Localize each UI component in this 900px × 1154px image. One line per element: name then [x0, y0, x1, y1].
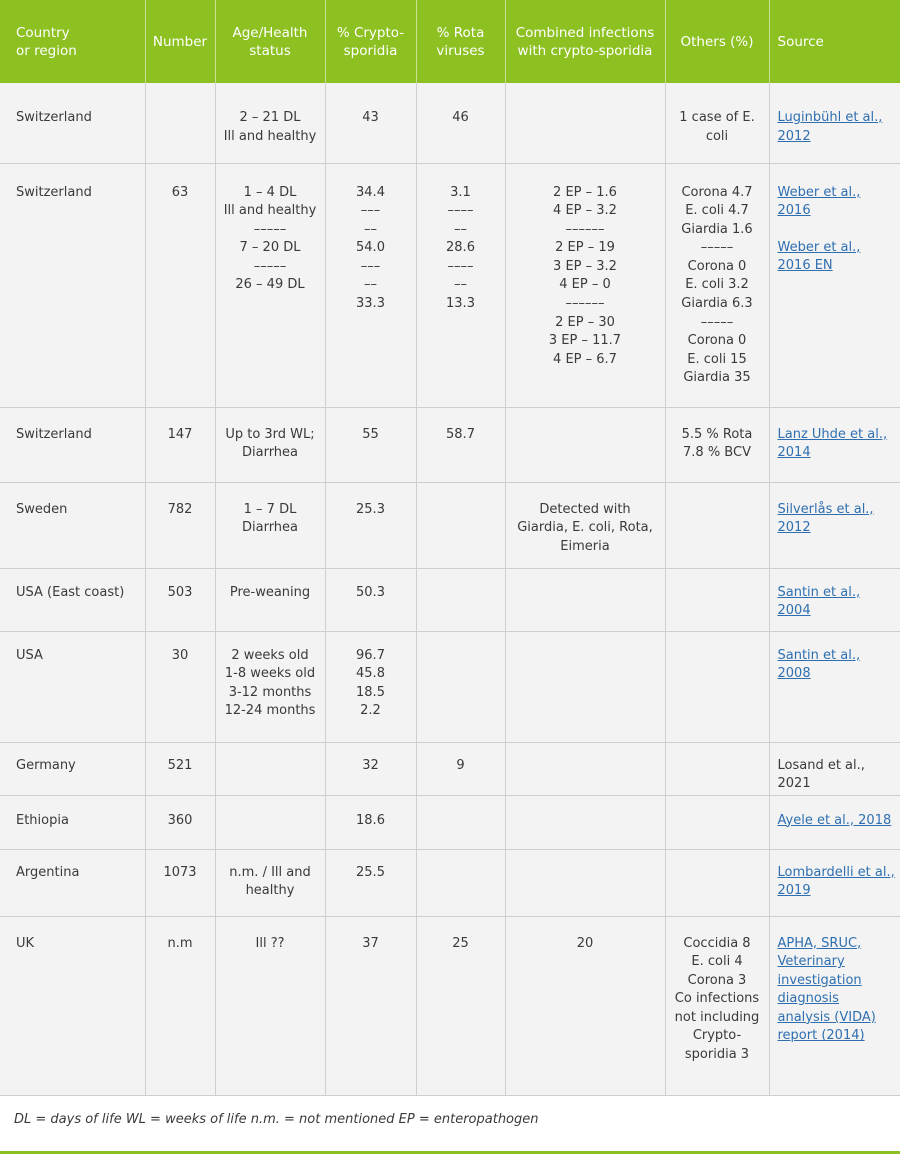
cell-country: Switzerland	[0, 407, 145, 482]
cell-country: Ethiopia	[0, 795, 145, 849]
cell-country: Argentina	[0, 849, 145, 916]
cell-country: UK	[0, 916, 145, 1095]
source-link[interactable]: Silverlås et al., 2012	[777, 501, 874, 536]
table-row	[0, 83, 900, 163]
cell-combined	[505, 795, 665, 849]
source-link[interactable]: Santin et al., 2004	[777, 584, 861, 619]
cell-others	[665, 568, 769, 631]
table-row	[0, 742, 900, 795]
table-row	[0, 631, 900, 742]
cell-others	[665, 795, 769, 849]
cell-country: USA	[0, 631, 145, 742]
cell-rota	[416, 849, 505, 916]
table-row	[0, 849, 900, 916]
cell-crypto: 55	[325, 407, 416, 482]
cell-combined	[505, 849, 665, 916]
cell-others	[665, 849, 769, 916]
cell-crypto: 25.3	[325, 482, 416, 568]
header-country: Country or region	[0, 0, 145, 83]
table-row	[0, 568, 900, 631]
source-link[interactable]: Santin et al., 2008	[777, 647, 861, 682]
table-row	[0, 407, 900, 482]
cell-age: 2 – 21 DL Ill and healthy	[215, 83, 325, 163]
cell-combined	[505, 742, 665, 795]
cell-others: 5.5 % Rota 7.8 % BCV	[665, 407, 769, 482]
cell-crypto: 32	[325, 742, 416, 795]
header-rota: % Rota viruses	[416, 0, 505, 83]
cell-crypto: 96.7 45.8 18.5 2.2	[325, 631, 416, 742]
cell-crypto: 25.5	[325, 849, 416, 916]
cell-age: 1 – 4 DL Ill and healthy ––––– 7 – 20 DL ––––– 26 – 49 DL	[215, 163, 325, 407]
cell-combined	[505, 83, 665, 163]
cell-crypto: 37	[325, 916, 416, 1095]
cell-source	[769, 83, 900, 163]
cell-rota: 9	[416, 742, 505, 795]
cell-others	[665, 631, 769, 742]
table-row	[0, 482, 900, 568]
cell-number: 521	[145, 742, 215, 795]
source-link-2[interactable]: Weber et al., 2016 EN	[777, 239, 861, 274]
header-row	[0, 0, 900, 83]
cell-combined	[505, 568, 665, 631]
cell-crypto: 18.6	[325, 795, 416, 849]
table-row	[0, 795, 900, 849]
header-others: Others (%)	[665, 0, 769, 83]
cell-rota	[416, 795, 505, 849]
cell-age: Pre-weaning	[215, 568, 325, 631]
source-link[interactable]: Weber et al., 2016	[777, 184, 861, 219]
header-age: Age/Health status	[215, 0, 325, 83]
cell-source	[769, 482, 900, 568]
source-link: Losand et al., 2021	[777, 757, 865, 792]
cell-combined	[505, 631, 665, 742]
header-source: Source	[769, 0, 900, 83]
cell-age: n.m. / Ill and healthy	[215, 849, 325, 916]
cell-country: Switzerland	[0, 83, 145, 163]
cell-rota	[416, 568, 505, 631]
cell-source	[769, 742, 900, 795]
cell-age	[215, 742, 325, 795]
cell-age: Up to 3rd WL; Diarrhea	[215, 407, 325, 482]
cell-crypto: 50.3	[325, 568, 416, 631]
cell-crypto: 34.4 ––– –– 54.0 ––– –– 33.3	[325, 163, 416, 407]
cell-combined: 20	[505, 916, 665, 1095]
cell-others	[665, 482, 769, 568]
cell-country: Switzerland	[0, 163, 145, 407]
cell-country: Sweden	[0, 482, 145, 568]
cell-combined: Detected with Giardia, E. coli, Rota, Eimeria	[505, 482, 665, 568]
source-link[interactable]: Luginbühl et al., 2012	[777, 110, 883, 144]
cell-number: 1073	[145, 849, 215, 916]
cell-rota: 3.1 –––– –– 28.6 –––– –– 13.3	[416, 163, 505, 407]
cell-rota	[416, 482, 505, 568]
cell-others: Corona 4.7 E. coli 4.7 Giardia 1.6 ––––– Corona 0 E. coli 3.2 Giardia 6.3 ––––– Corona 0 E. coli 15 Giardia 35	[665, 163, 769, 407]
footnote: DL = days of life WL = weeks of life n.m. = not mentioned EP = enteropathogen	[14, 1112, 539, 1127]
source-link[interactable]: Ayele et al., 2018	[777, 812, 892, 828]
cell-country: Germany	[0, 742, 145, 795]
cell-others	[665, 742, 769, 795]
cell-rota	[416, 631, 505, 742]
cell-rota: 46	[416, 83, 505, 163]
cell-number: n.m	[145, 916, 215, 1095]
source-link[interactable]: Lanz Uhde et al., 2014	[777, 426, 888, 461]
cell-crypto: 43	[325, 83, 416, 163]
cell-number: 782	[145, 482, 215, 568]
cell-source	[769, 631, 900, 742]
cell-source	[769, 163, 900, 407]
cell-number	[145, 83, 215, 163]
cell-age: Ill ??	[215, 916, 325, 1095]
cell-age: 2 weeks old 1-8 weeks old 3-12 months 12-24 months	[215, 631, 325, 742]
header-combined: Combined infections with crypto-sporidia	[505, 0, 665, 83]
cell-rota: 25	[416, 916, 505, 1095]
table-row	[0, 163, 900, 407]
cell-age	[215, 795, 325, 849]
source-link[interactable]: APHA, SRUC, Veterinary investigation diagnosis analysis (VIDA) report (2014)	[777, 935, 876, 1044]
cell-number: 63	[145, 163, 215, 407]
header-crypto: % Crypto- sporidia	[325, 0, 416, 83]
table-row	[0, 916, 900, 1095]
cell-number: 30	[145, 631, 215, 742]
cell-number: 503	[145, 568, 215, 631]
cell-others: 1 case of E. coli	[665, 83, 769, 163]
cell-number: 360	[145, 795, 215, 849]
cell-source	[769, 568, 900, 631]
cell-country: USA (East coast)	[0, 568, 145, 631]
cell-others: Coccidia 8 E. coli 4 Corona 3 Co infections not including Crypto- sporidia 3	[665, 916, 769, 1095]
cell-source	[769, 407, 900, 482]
cell-source	[769, 795, 900, 849]
cell-rota: 58.7	[416, 407, 505, 482]
cell-number: 147	[145, 407, 215, 482]
header-number: Number	[145, 0, 215, 83]
cell-age: 1 – 7 DL Diarrhea	[215, 482, 325, 568]
source-link[interactable]: Lombardelli et al., 2019	[777, 864, 895, 899]
cell-combined: 2 EP – 1.6 4 EP – 3.2 –––––– 2 EP – 19 3 EP – 3.2 4 EP – 0 –––––– 2 EP – 30 3 EP – 11.7 4 EP – 6.7	[505, 163, 665, 407]
cell-source	[769, 916, 900, 1095]
cell-combined	[505, 407, 665, 482]
cell-source	[769, 849, 900, 916]
